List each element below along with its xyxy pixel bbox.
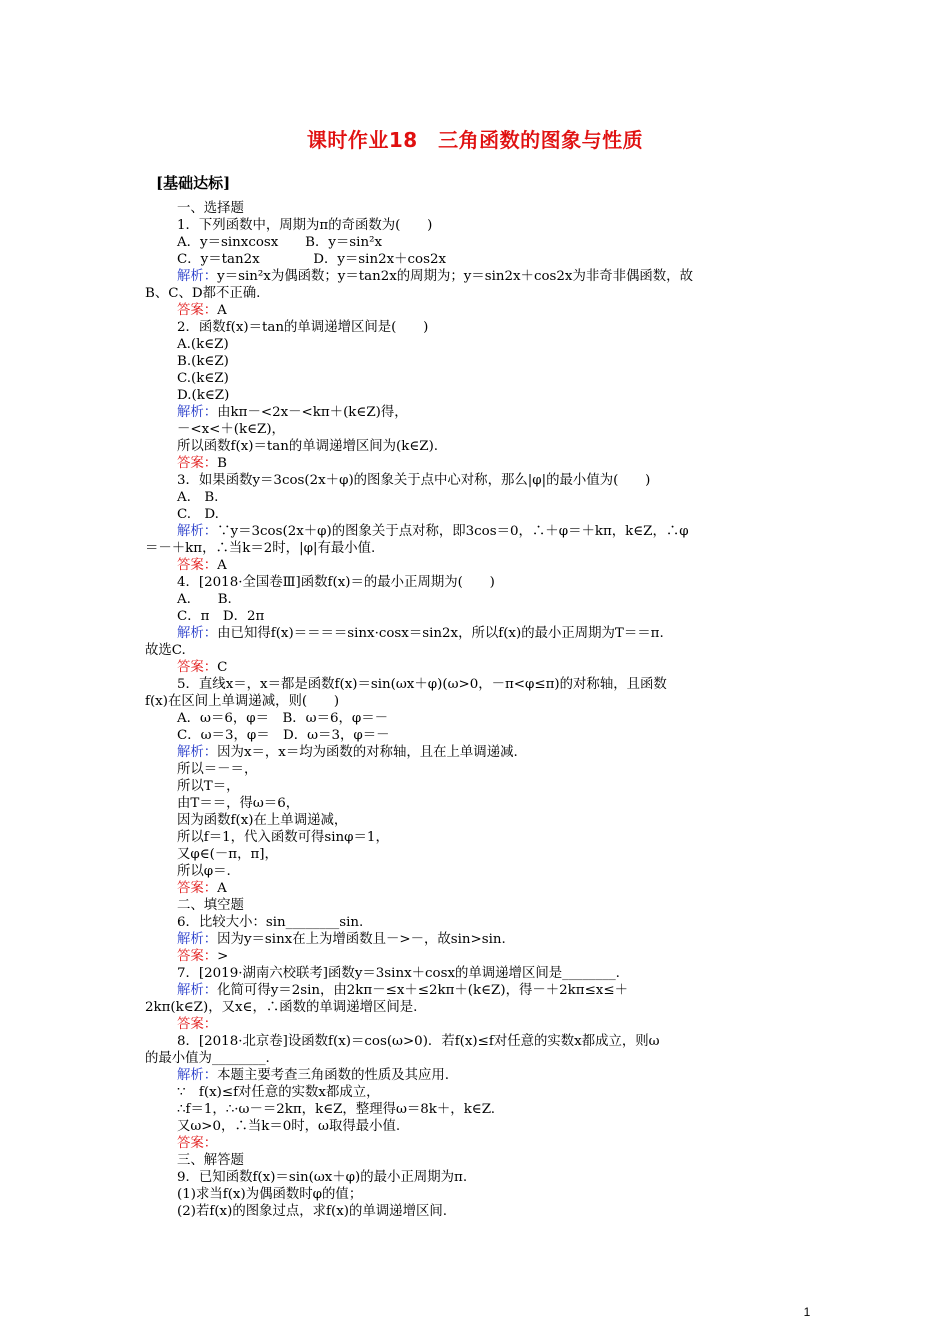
line-text: 由kπ－<2x－<kπ＋(k∈Z)得， xyxy=(217,405,408,420)
text-line xyxy=(145,778,807,795)
line-text: A. B. xyxy=(177,592,232,607)
text-line xyxy=(145,931,807,948)
line-text: 由T＝＝，得ω＝6， xyxy=(177,796,300,811)
line-text: 因为y＝sinx在上为增函数且－>－，故sin>sin. xyxy=(217,932,506,947)
text-line xyxy=(145,523,807,540)
text-line xyxy=(145,829,807,846)
analysis-label: 解析： xyxy=(177,405,218,420)
line-text: 2．函数f(x)＝tan的单调递增区间是( ) xyxy=(177,320,429,335)
line-text: B.(k∈Z) xyxy=(177,354,229,369)
text-line xyxy=(145,268,807,285)
line-text: 9．已知函数f(x)＝sin(ωx＋φ)的最小正周期为π. xyxy=(177,1170,468,1185)
line-text: 所以＝－＝， xyxy=(177,762,258,777)
line-text: f(x)在区间上单调递减，则( ) xyxy=(145,694,340,709)
line-text: 1．下列函数中，周期为π的奇函数为( ) xyxy=(177,218,433,233)
line-text: A xyxy=(217,303,227,318)
line-text: 本题主要考查三角函数的性质及其应用. xyxy=(217,1068,450,1083)
line-text: 因为函数f(x)在上单调递减， xyxy=(177,813,348,828)
line-text: 5．直线x＝，x＝都是函数f(x)＝sin(ωx＋φ)(ω>0，－π<φ≤π)的对称轴，且函数 xyxy=(177,677,667,692)
line-text: A xyxy=(217,558,227,573)
line-text: 所以φ＝. xyxy=(177,864,231,879)
analysis-label: 解析： xyxy=(177,932,218,947)
text-line xyxy=(145,1016,807,1033)
text-line xyxy=(145,744,807,761)
page-number: 1 xyxy=(803,1305,811,1319)
text-line xyxy=(145,540,807,557)
line-text: C xyxy=(217,660,228,675)
text-line xyxy=(145,761,807,778)
line-text: (1)求当f(x)为偶函数时φ的值； xyxy=(177,1187,363,1202)
text-line xyxy=(145,438,807,455)
answer-label: 答案： xyxy=(177,558,218,573)
line-text: 二、填空题 xyxy=(177,898,244,913)
line-text: 所以f＝1，代入函数可得sinφ＝1， xyxy=(177,830,389,845)
line-text: 所以函数f(x)＝tan的单调递增区间为(k∈Z). xyxy=(177,439,439,454)
line-text: 一、选择题 xyxy=(177,201,244,216)
text-line xyxy=(145,863,807,880)
line-text: A xyxy=(217,881,227,896)
answer-label: 答案： xyxy=(177,456,218,471)
text-line xyxy=(145,1050,807,1067)
answer-label: 答案： xyxy=(177,1017,218,1032)
text-line xyxy=(145,251,807,268)
text-line xyxy=(145,557,807,574)
text-line xyxy=(145,591,807,608)
line-text: B xyxy=(217,456,228,471)
answer-label: 答案： xyxy=(177,660,218,675)
line-text: 又ω>0，∴当k＝0时，ω取得最小值. xyxy=(177,1119,401,1134)
text-line xyxy=(145,319,807,336)
text-line xyxy=(145,472,807,489)
line-text: C．ω＝3，φ＝ D．ω＝3，φ＝－ xyxy=(177,728,390,743)
text-line xyxy=(145,914,807,931)
text-line xyxy=(145,489,807,506)
line-text: ＝－＋kπ，∴当k＝2时，|φ|有最小值. xyxy=(145,541,376,556)
text-line xyxy=(145,370,807,387)
text-line xyxy=(145,336,807,353)
answer-label: 答案： xyxy=(177,1136,218,1151)
text-line xyxy=(145,710,807,727)
line-text: y＝sin²x为偶函数；y＝tan2x的周期为；y＝sin2x＋cos2x为非奇非偶函数，故 xyxy=(217,269,693,284)
analysis-label: 解析： xyxy=(177,626,218,641)
line-text: ∵y＝3cos(2x＋φ)的图象关于点对称，即3cos＝0，∴＋φ＝＋kπ，k∈Z，∴φ xyxy=(217,524,689,539)
analysis-label: 解析： xyxy=(177,524,218,539)
line-text: 由已知得f(x)＝＝＝＝sinx·cosx＝sin2x，所以f(x)的最小正周期为T＝＝π. xyxy=(217,626,664,641)
analysis-label: 解析： xyxy=(177,745,218,760)
line-text: 三、解答题 xyxy=(177,1153,244,1168)
line-text: 的最小值为________. xyxy=(145,1051,270,1066)
text-line xyxy=(145,965,807,982)
line-text: B、C、D都不正确. xyxy=(145,286,261,301)
section-heading: [基础达标] xyxy=(156,174,231,192)
line-text: 因为x＝，x＝均为函数的对称轴，且在上单调递减. xyxy=(217,745,518,760)
line-text: 7．[2019·湖南六校联考]函数y＝3sinx＋cosx的单调递增区间是________. xyxy=(177,966,620,981)
text-line xyxy=(145,404,807,421)
text-line xyxy=(145,1152,807,1169)
text-line xyxy=(145,948,807,965)
text-line xyxy=(145,812,807,829)
line-text: 6．比较大小：sin________sin. xyxy=(177,915,364,930)
analysis-label: 解析： xyxy=(177,269,218,284)
line-text: C．y＝tan2x D．y＝sin2x＋cos2x xyxy=(177,252,447,267)
text-line xyxy=(145,1186,807,1203)
line-text: ∴f＝1，∴·ω－＝2kπ，k∈Z，整理得ω＝8k＋，k∈Z. xyxy=(177,1102,496,1117)
text-line xyxy=(145,234,807,251)
text-line xyxy=(145,982,807,999)
line-text: 所以T＝， xyxy=(177,779,240,794)
line-text: 2kπ(k∈Z)，又x∈，∴函数的单调递增区间是. xyxy=(145,1000,418,1015)
line-text: C. D. xyxy=(177,507,219,522)
line-text: 3．如果函数y＝3cos(2x＋φ)的图象关于点中心对称，那么|φ|的最小值为( ) xyxy=(177,473,651,488)
text-line xyxy=(145,1169,807,1186)
line-text: A. B. xyxy=(177,490,219,505)
text-line xyxy=(145,608,807,625)
text-line xyxy=(145,676,807,693)
answer-label: 答案： xyxy=(177,303,218,318)
analysis-label: 解析： xyxy=(177,1068,218,1083)
text-line xyxy=(145,387,807,404)
line-text: 化简可得y＝2sin，由2kπ－≤x＋≤2kπ＋(k∈Z)，得－＋2kπ≤x≤＋ xyxy=(217,983,628,998)
line-text: 故选C. xyxy=(145,643,186,658)
answer-label: 答案： xyxy=(177,949,218,964)
text-line xyxy=(145,1067,807,1084)
text-line xyxy=(145,506,807,523)
text-line xyxy=(145,1084,807,1101)
line-text: D.(k∈Z) xyxy=(177,388,230,403)
text-line xyxy=(145,659,807,676)
text-line xyxy=(145,1101,807,1118)
line-text: 又φ∈(－π，π]， xyxy=(177,847,278,862)
text-line xyxy=(145,1118,807,1135)
text-line xyxy=(145,353,807,370)
answer-label: 答案： xyxy=(177,881,218,896)
text-line xyxy=(145,795,807,812)
analysis-label: 解析： xyxy=(177,983,218,998)
text-line xyxy=(145,1135,807,1152)
text-line xyxy=(145,846,807,863)
line-text: A．y＝sinxcosx B．y＝sin²x xyxy=(177,235,382,250)
text-line xyxy=(145,302,807,319)
document-title: 课时作业18 三角函数的图象与性质 xyxy=(306,128,644,152)
text-line xyxy=(145,693,807,710)
line-text: A．ω＝6，φ＝ B．ω＝6，φ＝－ xyxy=(177,711,389,726)
text-line xyxy=(145,625,807,642)
text-line xyxy=(145,897,807,914)
text-line xyxy=(145,880,807,897)
line-text: (2)若f(x)的图象过点，求f(x)的单调递增区间. xyxy=(177,1204,447,1219)
text-line xyxy=(145,217,807,234)
text-line xyxy=(145,285,807,302)
text-line xyxy=(145,421,807,438)
text-line xyxy=(145,574,807,591)
line-text: C.(k∈Z) xyxy=(177,371,229,386)
line-text: A.(k∈Z) xyxy=(177,337,229,352)
line-text: 8．[2018·北京卷]设函数f(x)＝cos(ω>0)．若f(x)≤f对任意的实数x都成立，则ω xyxy=(177,1034,660,1049)
text-line xyxy=(145,1203,807,1220)
text-line xyxy=(145,999,807,1016)
line-text: C．π D．2π xyxy=(177,609,265,624)
text-line xyxy=(145,727,807,744)
line-text: 4．[2018·全国卷Ⅲ]函数f(x)＝的最小正周期为( ) xyxy=(177,575,495,590)
text-line xyxy=(145,642,807,659)
line-text: －<x<＋(k∈Z)， xyxy=(177,422,285,437)
document-body xyxy=(145,200,807,1220)
line-text: > xyxy=(217,949,229,964)
text-line xyxy=(145,455,807,472)
line-text: ∵ f(x)≤f对任意的实数x都成立， xyxy=(177,1085,380,1100)
text-line xyxy=(145,200,807,217)
text-line xyxy=(145,1033,807,1050)
